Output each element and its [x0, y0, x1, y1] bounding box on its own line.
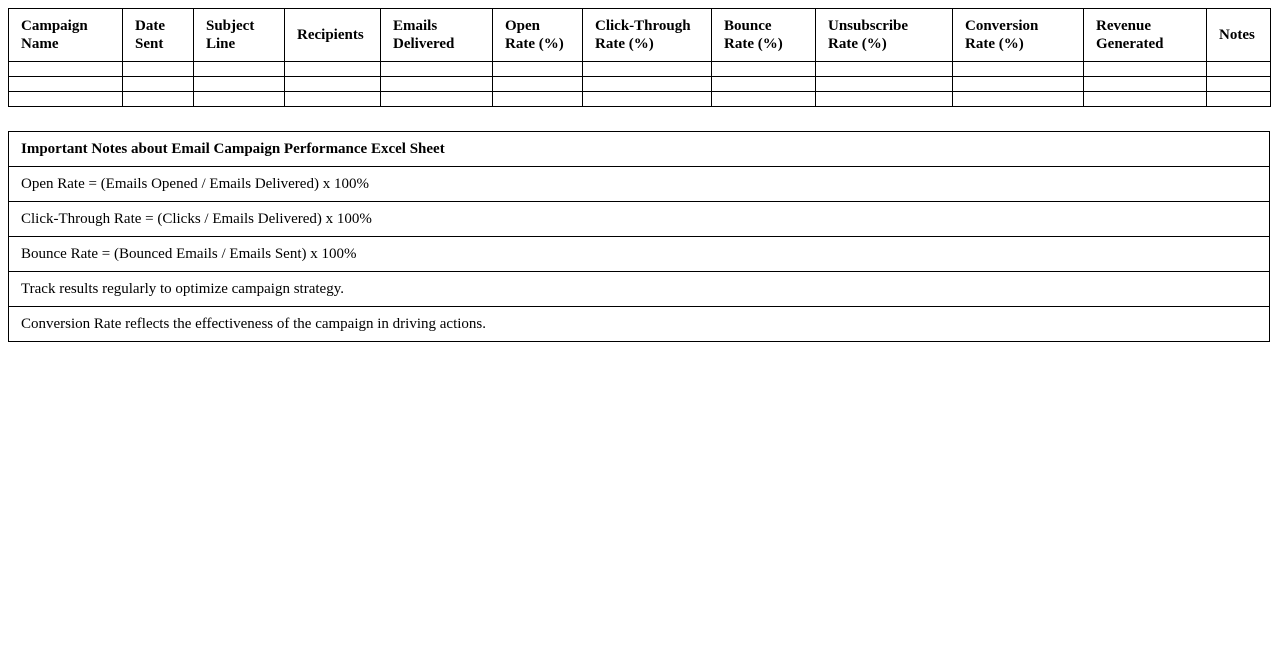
note-row	[9, 307, 1270, 342]
header-line: Rate (%)	[828, 36, 887, 52]
header-line: Delivered	[393, 36, 455, 52]
table-cell[interactable]	[9, 62, 123, 77]
table-cell[interactable]	[381, 77, 493, 92]
table-cell[interactable]	[194, 62, 285, 77]
header-row	[9, 9, 1271, 62]
note-row	[9, 202, 1270, 237]
table-cell[interactable]	[9, 77, 123, 92]
header-date-sent	[123, 9, 194, 62]
note-row	[9, 167, 1270, 202]
header-line: Unsubscribe	[828, 18, 909, 34]
table-cell[interactable]	[194, 77, 285, 92]
header-bounce-rate	[712, 9, 816, 62]
header-line: Rate (%)	[724, 36, 783, 52]
header-line: Open	[505, 18, 541, 34]
table-cell[interactable]	[1207, 62, 1271, 77]
header-line: Bounce	[724, 18, 772, 34]
header-line: Sent	[135, 36, 164, 52]
note-bounce-rate: Bounce Rate = (Bounced Emails / Emails Sent) x 100%	[9, 237, 1270, 272]
header-conversion-rate	[953, 9, 1084, 62]
table-cell[interactable]	[381, 92, 493, 107]
table-cell[interactable]	[953, 62, 1084, 77]
header-line: Name	[21, 36, 59, 52]
header-unsubscribe-rate	[816, 9, 953, 62]
table-cell[interactable]	[123, 77, 194, 92]
table-row	[9, 62, 1271, 77]
table-cell[interactable]	[285, 92, 381, 107]
notes-title-row	[9, 132, 1270, 167]
table-cell[interactable]	[953, 77, 1084, 92]
table-cell[interactable]	[1084, 62, 1207, 77]
header-open-rate	[493, 9, 583, 62]
header-line: Emails	[393, 18, 438, 34]
table-cell[interactable]	[1084, 77, 1207, 92]
note-conversion-rate: Conversion Rate reflects the effectiveness of the campaign in driving actions.	[9, 307, 1270, 342]
table-cell[interactable]	[583, 62, 712, 77]
table-cell[interactable]	[493, 62, 583, 77]
header-line: Revenue	[1096, 18, 1151, 34]
note-row	[9, 237, 1270, 272]
table-cell[interactable]	[953, 92, 1084, 107]
table-cell[interactable]	[712, 62, 816, 77]
header-line: Conversion	[965, 18, 1039, 34]
header-recipients	[285, 9, 381, 62]
note-open-rate: Open Rate = (Emails Opened / Emails Delivered) x 100%	[9, 167, 1270, 202]
table-cell[interactable]	[712, 92, 816, 107]
header-line: Line	[206, 36, 236, 52]
table-cell[interactable]	[285, 62, 381, 77]
header-line: Click-Through	[595, 18, 691, 34]
table-cell[interactable]	[816, 92, 953, 107]
header-click-through-rate	[583, 9, 712, 62]
note-row	[9, 272, 1270, 307]
campaign-performance-table	[8, 8, 1271, 107]
table-cell[interactable]	[583, 92, 712, 107]
table-cell[interactable]	[1207, 92, 1271, 107]
table-row	[9, 77, 1271, 92]
header-line: Subject	[206, 18, 255, 34]
table-cell[interactable]	[9, 92, 123, 107]
notes-table	[8, 131, 1270, 342]
note-track-results: Track results regularly to optimize campaign strategy.	[9, 272, 1270, 307]
table-cell[interactable]	[816, 62, 953, 77]
header-line: Rate (%)	[965, 36, 1024, 52]
header-revenue-generated	[1084, 9, 1207, 62]
table-cell[interactable]	[1084, 92, 1207, 107]
note-click-through-rate: Click-Through Rate = (Clicks / Emails Delivered) x 100%	[9, 202, 1270, 237]
header-line: Date	[135, 18, 165, 34]
header-line: Campaign	[21, 18, 88, 34]
table-cell[interactable]	[583, 77, 712, 92]
header-line: Recipients	[297, 27, 364, 43]
header-line: Rate (%)	[595, 36, 654, 52]
header-line: Notes	[1219, 27, 1255, 43]
header-campaign-name	[9, 9, 123, 62]
header-line: Rate (%)	[505, 36, 564, 52]
header-emails-delivered	[381, 9, 493, 62]
header-subject-line	[194, 9, 285, 62]
table-cell[interactable]	[285, 77, 381, 92]
table-cell[interactable]	[1207, 77, 1271, 92]
table-cell[interactable]	[381, 62, 493, 77]
header-line: Generated	[1096, 36, 1164, 52]
table-row	[9, 92, 1271, 107]
table-cell[interactable]	[712, 77, 816, 92]
table-cell[interactable]	[493, 77, 583, 92]
table-cell[interactable]	[816, 77, 953, 92]
header-notes	[1207, 9, 1271, 62]
table-cell[interactable]	[123, 92, 194, 107]
table-cell[interactable]	[123, 62, 194, 77]
table-cell[interactable]	[194, 92, 285, 107]
table-cell[interactable]	[493, 92, 583, 107]
notes-title: Important Notes about Email Campaign Performance Excel Sheet	[9, 132, 1270, 167]
